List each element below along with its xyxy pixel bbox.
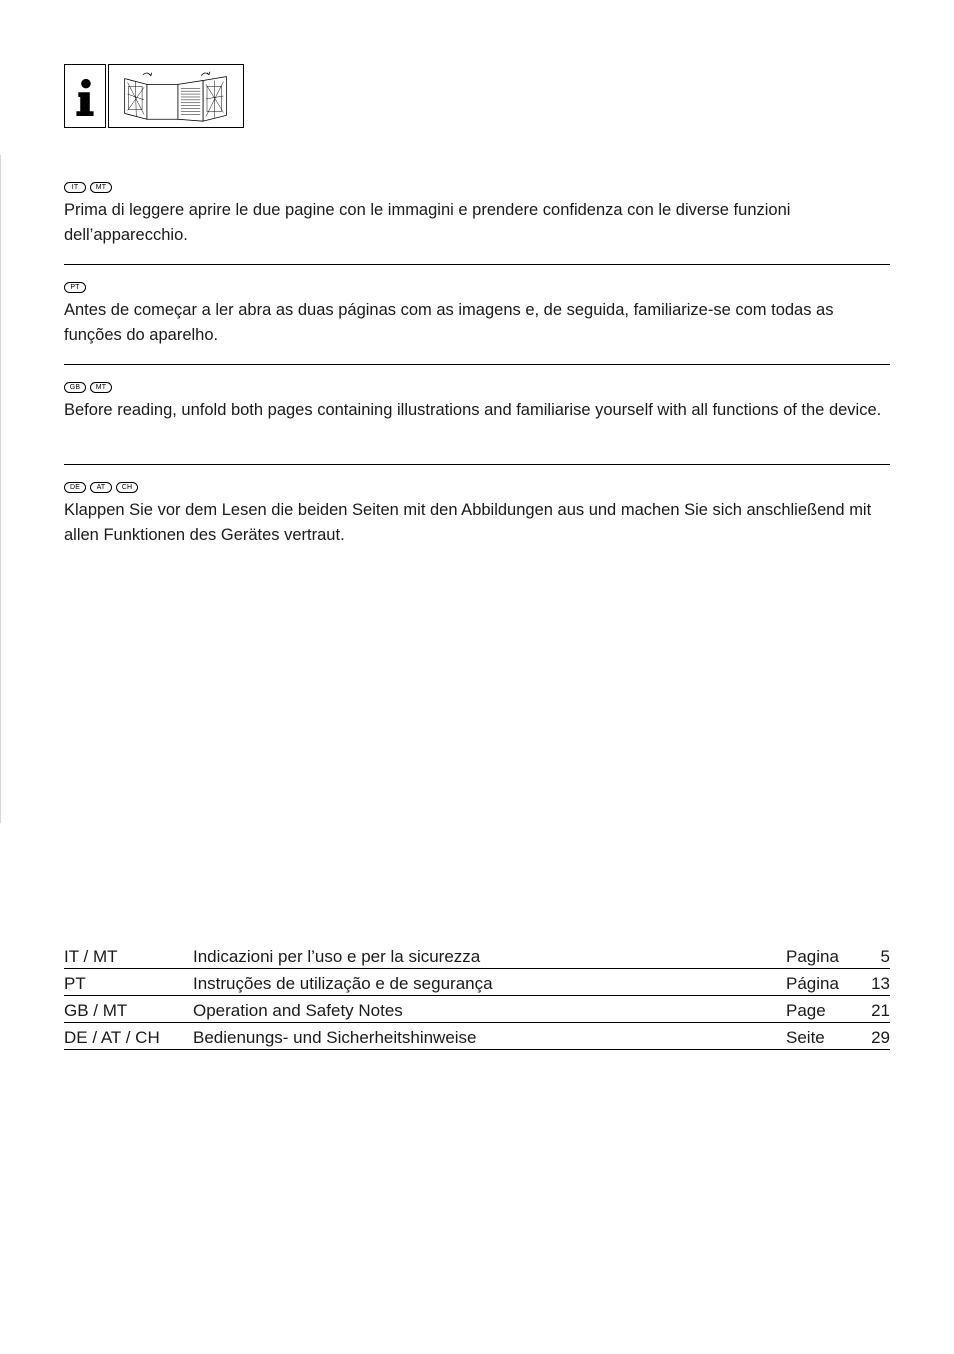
badge-mt: MT — [90, 182, 112, 193]
instruction-text-it: Prima di leggere aprire le due pagine con le immagini e prendere confidenza con le diverse funzioni dell’apparecchio. — [64, 201, 791, 244]
toc-title: Indicazioni per l’uso e per la sicurezza — [193, 947, 481, 966]
toc-page-label: Página — [786, 974, 839, 993]
badge-ch: CH — [116, 482, 138, 493]
language-badges — [64, 280, 890, 294]
toc-title: Operation and Safety Notes — [193, 1001, 403, 1020]
page-edge-line — [0, 155, 1, 823]
badge-de: DE — [64, 482, 86, 493]
table-row — [64, 996, 890, 1023]
table-row — [64, 969, 890, 996]
language-badges — [64, 480, 890, 494]
toc-language: IT / MT — [64, 947, 118, 966]
toc-language: PT — [64, 974, 86, 993]
badge-pt: PT — [64, 282, 86, 293]
toc-page-number: 21 — [871, 1001, 890, 1020]
badge-at: AT — [90, 482, 112, 493]
toc-title: Instruções de utilização e de segurança — [193, 974, 493, 993]
table-row — [64, 1023, 890, 1050]
toc-title: Bedienungs- und Sicherheitshinweise — [193, 1028, 477, 1047]
toc-page-number: 13 — [871, 974, 890, 993]
info-icon — [64, 64, 106, 128]
language-badges — [64, 180, 890, 194]
toc-page-number: 5 — [880, 947, 890, 966]
instruction-text-pt: Antes de começar a ler abra as duas páginas com as imagens e, de seguida, familiarize-se com todas as funções do aparelho. — [64, 301, 834, 344]
section-gb-mt — [64, 380, 890, 465]
table-of-contents — [64, 942, 890, 1050]
toc-page-label: Pagina — [786, 947, 839, 966]
toc-page-label: Seite — [786, 1028, 825, 1047]
toc-language: GB / MT — [64, 1001, 128, 1020]
badge-gb: GB — [64, 382, 86, 393]
badge-mt: MT — [90, 382, 112, 393]
table-row — [64, 942, 890, 969]
instruction-text-gb: Before reading, unfold both pages containing illustrations and familiarise yourself with all functions of the device. — [64, 401, 882, 419]
section-de-at-ch — [64, 480, 890, 564]
section-it-mt — [64, 180, 890, 265]
language-badges — [64, 380, 890, 394]
section-pt — [64, 280, 890, 365]
toc-language: DE / AT / CH — [64, 1028, 160, 1047]
unfold-pages-icon — [108, 64, 244, 128]
toc-page-number: 29 — [871, 1028, 890, 1047]
toc-page-label: Page — [786, 1001, 826, 1020]
badge-it: IT — [64, 182, 86, 193]
instruction-text-de: Klappen Sie vor dem Lesen die beiden Seiten mit den Abbildungen aus und machen Sie sich anschließend mit allen Funktionen des Gerätes vertraut. — [64, 501, 872, 544]
